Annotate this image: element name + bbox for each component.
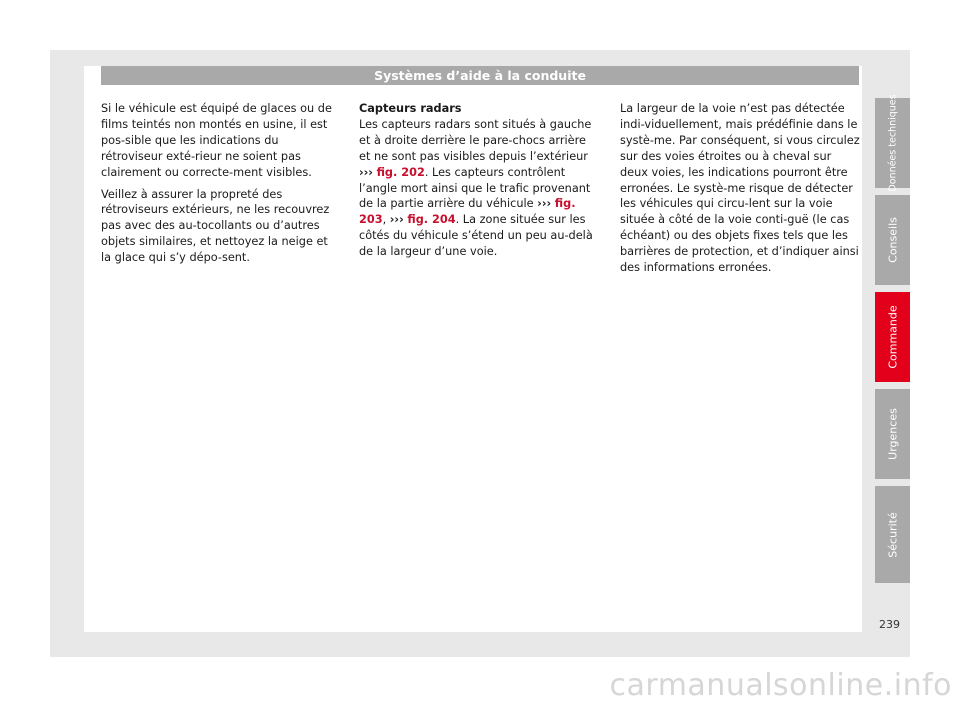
paragraph: Veillez à assurer la propreté des rétroviseurs extérieurs, ne les recouvrez pas avec des au-tocollants ou d’autres objets similaires, et nettoyez la neige et la glace qui s’y dépo-sent. xyxy=(101,187,330,265)
cross-reference-arrow: ››› xyxy=(389,213,404,227)
figure-link[interactable]: fig. 204 xyxy=(407,213,456,227)
text-run: . Les capteurs contrôlent l’angle mort ainsi que le trafic provenant de la partie arrière du véhicule xyxy=(359,165,591,211)
figure-link[interactable]: fig. 203 xyxy=(359,197,576,227)
figure-link[interactable]: fig. 202 xyxy=(376,165,425,179)
tab-conseils[interactable] xyxy=(875,195,910,285)
tab-label: Conseils xyxy=(886,217,899,263)
tab-urgences[interactable] xyxy=(875,389,910,479)
cross-reference-arrow: ››› xyxy=(359,165,373,179)
tab-label: Données techniques xyxy=(887,94,898,192)
watermark xyxy=(0,668,960,708)
text-run: , xyxy=(382,213,387,227)
text-column-right xyxy=(620,101,860,282)
tab-label: Urgences xyxy=(886,408,899,460)
paragraph xyxy=(359,117,599,260)
tab-label: Sécurité xyxy=(886,511,899,558)
tab-commande[interactable] xyxy=(875,292,910,382)
text-column-left xyxy=(101,101,341,272)
subheading-radar-sensors: Capteurs radars xyxy=(359,102,462,115)
cross-reference-arrow: ››› xyxy=(537,197,552,211)
watermark-text: carmanualsonline.info xyxy=(609,668,952,703)
tab-donnees-techniques[interactable] xyxy=(875,94,910,192)
tab-label: Commande xyxy=(886,305,899,369)
section-header: Systèmes d’aide à la conduite xyxy=(101,66,859,85)
text-run: . La zone située sur les côtés du véhicule s’étend un peu au-delà de la largeur d’une voie. xyxy=(359,213,593,259)
text-run: Les capteurs radars sont situés à gauche et à droite derrière le pare-chocs arrière et ne sont pas visibles depuis l’extérieur xyxy=(359,117,592,163)
tab-securite[interactable] xyxy=(875,486,910,583)
page-number: 239 xyxy=(879,618,900,631)
paragraph: Si le véhicule est équipé de glaces ou de films teintés non montés en usine, il est pos-sible que les indications du rétroviseur exté-rieur ne soient pas clairement ou correcte-ment visibles. xyxy=(101,102,332,179)
text-column-middle xyxy=(359,101,599,266)
paragraph: La largeur de la voie n’est pas détectée indi-viduellement, mais prédéfinie dans le systè-me. Par conséquent, si vous circulez sur des voies étroites ou à cheval sur deux voies, les indications pourront être erronées. Le systè-me risque de détecter les véhicules qui circu-lent sur la voie située à côté de la voie conti-guë (le cas échéant) ou des objets fixes tels que les barrières de protection, et d’indiquer ainsi des informations erronées. xyxy=(620,102,860,275)
